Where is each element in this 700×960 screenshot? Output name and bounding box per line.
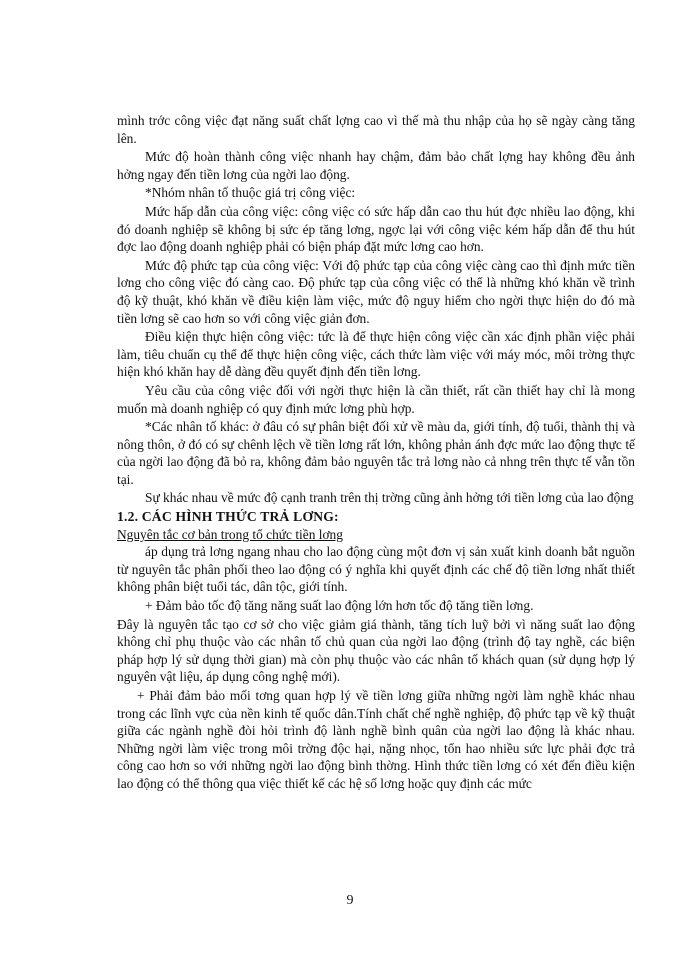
paragraph: *Các nhân tố khác: ở đâu có sự phân biệt đối xử về màu da, giới tính, độ tuổi, thành thị và nông thôn, ở đó có sự chênh lệch về tiền lơng rất lớn, không phản ánh đợc mức lao động thực tế của ngời lao động đã bỏ ra, không đảm bảo nguyên tắc trả lơng nào cả nhng trên thực tế vẫn tồn tại. xyxy=(117,419,635,487)
section-principles xyxy=(117,543,635,792)
paragraph: Sự khác nhau về mức độ cạnh tranh trên thị trờng cũng ảnh hởng tới tiền lơng của lao động xyxy=(145,490,634,506)
section-factors xyxy=(117,112,635,507)
paragraph: + Phải đảm bảo mối tơng quan hợp lý về tiền lơng giữa những ngời làm nghề khác nhau trong các lĩnh vực của nền kinh tế quốc dân.Tính chất chế nghề nghiệp, độ phức tạp về kỹ thuật giữa các ngành nghề đòi hỏi trình độ lành nghề bình quân của ngời lao động là khác nhau. Những ngời làm việc trong môi trờng độc hại, nặng nhọc, tổn hao nhiều sức lực phải đợc trả công cao hơn so với những ngời lao động bình thờng. Hình thức tiền lơng có xét đến điều kiện lao động có thể thông qua việc thiết kế các hệ số lơng hoặc quy định các mức xyxy=(117,688,635,791)
paragraph: mình trớc công việc đạt năng suất chất lợng cao vì thế mà thu nhập của họ sẽ ngày càng tăng lên. xyxy=(117,113,635,146)
paragraph: Mức độ phức tạp của công việc: Với độ phức tạp của công việc càng cao thì định mức tiền lơng cho công việc đó càng cao. Độ phức tạp của công việc có thể là những khó khăn về trình độ kỹ thuật, khó khăn về điều kiện làm việc, mức độ nguy hiểm cho ngời thực hiện do đó mà tiền lơng sẽ cao hơn so với công việc giản đơn. xyxy=(117,257,635,326)
paragraph: Mức hấp dẫn của công việc: công việc có sức hấp dẫn cao thu hút đợc nhiều lao động, khi đó doanh nghiệp sẽ không bị sức ép tăng lơng, ngợc lại với công việc kém hấp dẫn để thu hút đợc lao động doanh nghiệp phải có biện pháp đặt mức lơng cao hơn. xyxy=(117,203,635,255)
document-body xyxy=(117,112,635,794)
section-subheading: Nguyên tắc cơ bản trong tổ chức tiền lơng xyxy=(117,526,343,542)
section-heading: 1.2. CÁC HÌNH THỨC TRẢ LƠNG: xyxy=(117,509,339,525)
paragraph: Mức độ hoàn thành công việc nhanh hay chậm, đảm bảo chất lợng hay không đều ảnh hởng ngay đến tiền lơng của ngời lao động. xyxy=(117,149,635,182)
paragraph: Đây là nguyên tắc tạo cơ sở cho việc giảm giá thành, tăng tích luỹ bởi vì năng suất lao động không chỉ phụ thuộc vào các nhân tố chủ quan của ngời lao động (trình độ tay nghề, các biện pháp hợp lý sử dụng thời gian) mà còn phụ thuộc vào các nhân tố khách quan (sử dụng hợp lý nguyên vật liệu, áp dụng công nghệ mới). xyxy=(117,616,635,685)
paragraph: áp dụng trả lơng ngang nhau cho lao động cùng một đơn vị sản xuất kinh doanh bắt nguồn từ nguyên tắc phân phối theo lao động có ý nghĩa khi quyết định các chế độ tiền lơng nhất thiết không phân biệt tuổi tác, dân tộc, giới tính. xyxy=(117,544,635,595)
paragraph: Yêu cầu của công việc đối với ngời thực hiện là cần thiết, rất cần thiết hay chỉ là mong muốn mà doanh nghiệp có quy định mức lơng phù hợp. xyxy=(117,382,635,416)
paragraph: Điều kiện thực hiện công việc: tức là để thực hiện công việc cần xác định phần việc phải làm, tiêu chuẩn cụ thể để thực hiện công việc, cách thức làm việc với máy móc, môi trờng thực hiện khó khăn hay dễ dàng đều quyết định đến tiền lơng. xyxy=(117,329,635,380)
page-number: 9 xyxy=(346,893,354,908)
paragraph: *Nhóm nhân tố thuộc giá trị công việc: xyxy=(145,185,356,201)
paragraph: + Đảm bảo tốc độ tăng năng suất lao động lớn hơn tốc độ tăng tiền lơng. xyxy=(145,598,534,614)
